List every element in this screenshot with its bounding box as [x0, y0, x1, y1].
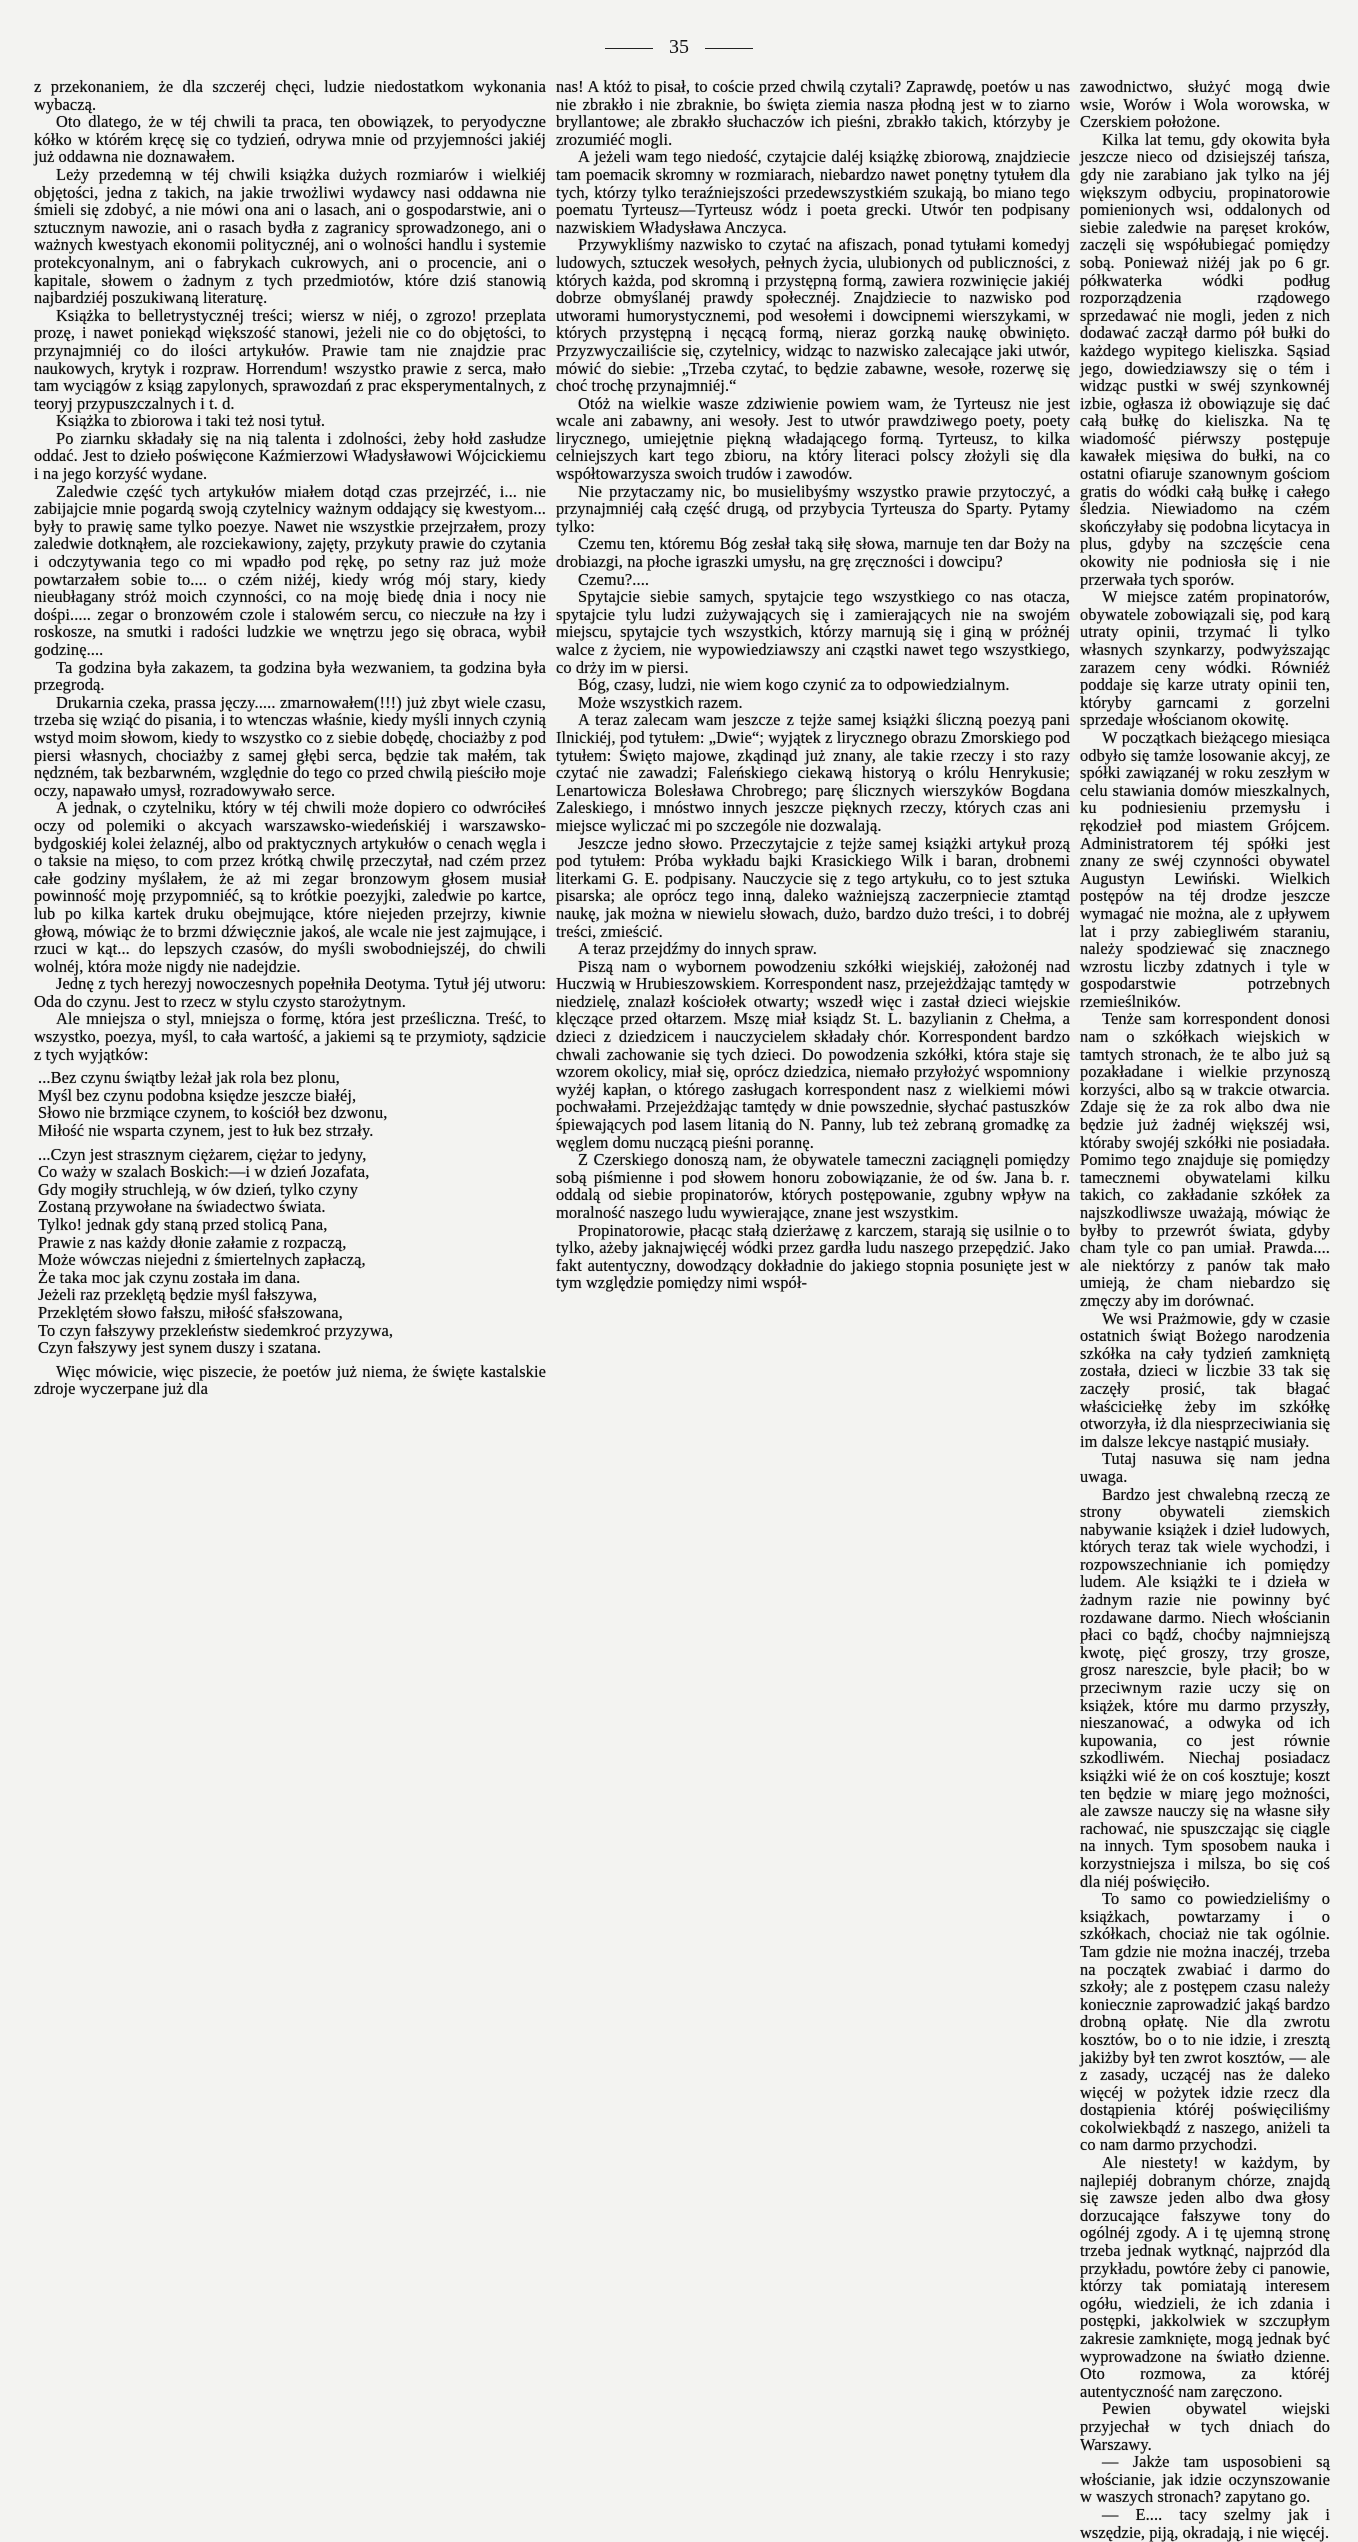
paragraph: W początkach bieżącego miesiąca odbyło się tamże losowanie akcyj, ze spółki zawiązanéj w roku zeszłym w celu stawiania domów mieszkalnych, ku podniesieniu przemysłu i rękodzieł pod miastem Grójcem. Administratorem téj spółki jest znany ze swéj czynności obywatel Augustyn Lewiński. Wielkich postępów na téj drodze jeszcze wymagać nie można, ale z upływem lat i przy zabiegliwém staraniu, należy spodziewać się znacznego wzrostu liczby zdatnych i tyle w gospodarstwie potrzebnych rzemieślników.	[1080, 727, 1330, 1011]
paragraph: Ale niestety! w każdym, by najlepiéj dobranym chórze, znajdą się zawsze jeden albo dwa głosy dorzucające fałszywe tony do ogólnéj zgody. A i tę ujemną stronę trzeba jednak wytknąć, najprzód dla przykładu, powtóre żeby ci panowie, którzy tak pomiatają interesem ogółu, wiedzieli, że ich zdania i postępki, jakkolwiek w szczupłym zakresie zamknięte, mogą jednak być wyprowadzone na światło dzienne. Oto rozmowa, za któréj autentyczność nam zaręczono.	[1080, 2153, 1330, 2401]
paragraph: Czemu?....	[578, 569, 650, 589]
paragraph: Z Czerskiego donoszą nam, że obywatele tameczni zaciągnęli pomiędzy sobą piśmienne i pod słowem honoru zobowiązanie, że od św. Jana b. r. oddalą od siebie propinatorów, których postępowanie, zgubny wpływ na moralność naszego ludu wywierające, znane jest wszystkim.	[556, 1150, 1070, 1222]
paragraph: A jeżeli wam tego niedość, czytajcie daléj książkę zbiorową, znajdziecie tam poemacik skromny w rozmiarach, niebardzo nawet ponętny tytułem dla tych, którzy tylko teraźniejszości przedewszystkiém szukają, bo miano tego poematu Tyrteusz—Tyrteusz wódz i poeta grecki. Utwór ten podpisany nazwiskiem Władysława Anczyca.	[556, 147, 1070, 237]
paragraph: Książka to belletrystycznéj treści; wiersz w niéj, o zgrozo! przeplata prozę, i nawet poniekąd większość stanowi, jeżeli nie co do objętości, to przynajmniéj co do ilości artykułów. Prawie tam nie znajdzie prac naukowych, krytyk i rozpraw. Horrendum! wszystko prawie z serca, mało tam wyciągów z ksiąg zapylonych, sprawozdań z prac eksperymentalnych, z teoryj przypuszczalnych i t. d.	[34, 305, 546, 413]
paragraph: A jednak, o czytelniku, który w téj chwili może dopiero co odwróciłeś oczy od polemiki o akcyach warszawsko-wiedeńskiéj i warszawsko-bydgoskiéj kolei żelaznéj, albo od praktycznych artykułów o cenach węgla i o taksie na mięso, to com przez krótką chwilę przeczytał, nad czém przez całe godziny myślałem, że aż mi zegar bronzowym głosem musiał powinność moję przypomniéć, są to krótkie poezyjki, zaledwie po kartce, lub po kilka kartek druku obejmujące, które niejeden przejrzy, kiwnie głową, mówiąc że to brzmi dźwięcznie jakoś, ale wcale nie jest zajmujące, i rzuci w kąt... do lepszych czasów, do myśli swobodniejszéj, do chwili wolnéj, która może nigdy nie nadejdzie.	[34, 798, 546, 976]
poem-excerpt: ...Czyn jest strasznym ciężarem, ciężar to jedyny, Co waży w szalach Boskich:—i w dzień Jozafata, Gdy mogiły struchleją, w ów dzień, tylko czyny Zostaną przywołane na świadectwo świata. Tylko! jednak gdy staną przed stolicą Pana, Prawie z nas każdy dłonie załamie z rozpaczą, Może wówczas niejedni z śmiertelnych zapłaczą, Że taka moc jak czynu została im dana. Jeżeli raz przeklętą będzie myśl fałszywa, Przeklętém słowo fałszu, miłość sfałszowana, To czyn fałszywy przekleństw siedemkroć przyzywa, Czyn fałszywy jest synem duszy i szatana.	[38, 1144, 394, 1358]
paragraph: Tenże sam korrespondent donosi nam o szkółkach wiejskich w tamtych stronach, że te albo już są pozakładane i wielkie przynoszą korzyści, albo są w trakcie otwarcia. Zdaje się że za rok albo dwa nie będzie już żadnéj większéj wsi, któraby swojéj szkółki nie posiadała. Pomimo tego znajduje się pomiędzy tamecznemi obywatelami kilku takich, co zakładanie szkółek za najszkodliwsze uważają, mówiąc że byłby to przewrót świata, gdyby cham tyle co pan umiał. Prawda.... ale niektórzy z panów tak mało umieją, że cham niebardzo się zmęczy aby im dorównać.	[1080, 1009, 1330, 1310]
paragraph: Bóg, czasy, ludzi, nie wiem kogo czynić za to odpowiedzialnym.	[578, 675, 1010, 695]
paragraph: Jeszcze jedno słowo. Przeczytajcie z tejże samej książki artykuł prozą pod tytułem: Próba wykładu bajki Krasickiego Wilk i baran, drobnemi literkami G. E. podpisany. Nauczycie się z tego artykułu, co to jest sztuka pisarska; ale oprócz tego inną, daleko ważniejszą zaczerpniecie ztamtąd naukę, jak można w niewielu słowach, dużo, bardzo dużo treści, i to dobréj treści, zmieścić.	[556, 833, 1070, 941]
paragraph: Spytajcie siebie samych, spytajcie tego wszystkiego co nas otacza, spytajcie tylu ludzi zużywających się i zamierających nie na swojém miejscu, spytajcie tych wszystkich, którzy marnują się i giną w próżnéj walce z życiem, nie wypowiedziawszy ani cząstki nawet tego wszystkiego, co drży im w piersi.	[556, 587, 1070, 677]
paragraph: Po ziarnku składały się na nią talenta i zdolności, żeby hołd zasłudze oddać. Jest to dzieło poświęcone Kaźmierzowi Władysławowi Wójcickiemu i na jego korzyść wydane.	[34, 428, 546, 484]
paragraph: Pewien obywatel wiejski przyjechał w tych dniach do Warszawy.	[1080, 2399, 1330, 2454]
paragraph: Może wszystkich razem.	[578, 692, 743, 712]
paragraph: We wsi Prażmowie, gdy w czasie ostatnich świąt Bożego narodzenia szkółka na cały tydzień zamkniętą została, dzieci w liczbie 33 tak się zaczęły prosić, tak błagać właściciełkę żeby im szkółkę otworzyła, iż dla niesprzeciwiania się im dalsze lekcye nastąpić musiały.	[1080, 1308, 1331, 1451]
page-number-header	[0, 36, 1358, 59]
paragraph: Ta godzina była zakazem, ta godzina była wezwaniem, ta godzina była przegrodą.	[34, 657, 546, 695]
paragraph: Oto dlatego, że w téj chwili ta praca, ten obowiązek, to peryodyczne kółko w którém kręcę się co tydzień, odrywa mnie od przyjemności jakiéj już oddawna nie doznawałem.	[34, 112, 546, 167]
text-column-2	[556, 78, 1070, 1292]
text-column-3	[1080, 78, 1330, 2541]
paragraph: Więc mówicie, więc piszecie, że poetów już niema, że święte kastalskie zdroje wyczerpane już dla	[34, 1361, 546, 1399]
paragraph: Książka to zbiorowa i taki też nosi tytuł.	[56, 411, 326, 431]
paragraph: Otóż na wielkie wasze zdziwienie powiem wam, że Tyrteusz nie jest wcale ani zabawny, ani wesoły. Jest to utwór prawdziwego poety, poety lirycznego, umiejętnie piękną władającego formą. Tyrteusz, to kilka celniejszych kart tego zbioru, na który literaci polscy złożyli się dla współtowarzysza swoich trudów i zawodów.	[556, 393, 1070, 484]
poem-excerpt: ...Bez czynu świątby leżał jak rola bez plonu, Myśl bez czynu podobna księdze jeszcze białéj, Słowo nie brzmiące czynem, to kościół bez dzwonu, Miłość nie wsparta czynem, jest to łuk bez strzały.	[38, 1068, 388, 1141]
paragraph: To samo co powiedzieliśmy o książkach, powtarzamy i o szkółkach, chociaż nie tak ogólnie. Tam gdzie nie można inaczéj, trzeba na początek zwabiać i darmo do szkoły; ale z postępem czasu należy koniecznie zaprowadzić jakąś bardzo drobną opłatę. Nie dla zwrotu kosztów, bo o to nie idzie, i zresztą jakiżby był ten zwrot kosztów, — ale z zasady, uczącéj nas że daleko więcéj w pożytek idzie rzecz dla dostąpienia któréj poświęciliśmy cokolwiekbądź z naszego, aniżeli ta co nam darmo przychodzi.	[1080, 1889, 1330, 2155]
paragraph: Drukarnia czeka, prassa jęczy..... zmarnowałem(!!!) już zbyt wiele czasu, trzeba się wziąć do pisania, i to wtenczas właśnie, kiedy myśli innych czynią wstyd moim słowom, kiedy to wszystko co z siebie dobędę, chociażby z pod piersi własnych, chociażby z samej głębi serca, będzie tak małém, tak nędzném, tak bezbarwném, względnie do tego co przed chwilą pieściło moje oczy, napawało umysł, rozradowywało serce.	[34, 692, 546, 800]
paragraph: Czemu ten, któremu Bóg zesłał taką siłę słowa, marnuje ten dar Boży na drobiazgi, na płoche igraszki umysłu, na grę zręczności i dowcipu?	[556, 534, 1070, 572]
paragraph: zawodnictwo, służyć mogą dwie wsie, Worów i Wola worowska, w Czerskiem położone.	[1080, 77, 1330, 132]
paragraph: Propinatorowie, płacąc stałą dzierżawę z karczem, starają się usilnie o to tylko, ażeby jaknajwięcéj wódki przez gardła ludu naszego przepędzić. Jako fakt autentyczny, dowodzący dokładnie do jakiego stopnia posunięte jest w tym względzie pomiędzy nimi współ-	[556, 1220, 1070, 1293]
paragraph: — E.... tacy szelmy jak i wszędzie, piją, okradają, i nie więcéj.	[1080, 2504, 1330, 2542]
paragraph: — Jakże tam usposobieni są włościanie, jak idzie oczynszowanie w waszych stronach? zapytano go.	[1080, 2452, 1330, 2507]
divider	[605, 48, 653, 49]
paragraph: Kilka lat temu, gdy okowita była jeszcze nieco od dzisiejszéj tańsza, gdy nie zarabiano jak tylko na jéj większym odbyciu, propinatorowie pomienionych wsi, oddalonych od siebie zaledwie na paręset kroków, zaczęli się współubiegać pomiędzy sobą. Ponieważ niżéj jak po 6 gr. półkwaterka wódki podług rozporządzenia rządowego sprzedawać nie mogli, jeden z nich dodawać zaczął darmo pół bułki do każdego wypitego kieliszka. Sąsiad jego, dowiedziawszy się o tém i widząc pustki w swéj szynkownéj izbie, ogłasza iż obowiązuje się dać całą bułkę do kieliszka. Na tę wiadomość piérwszy postępuje kawałek mięsiwa do bułki, na co ostatni ofiaruje szanownym gościom gratis do wódki całą bułkę i całego śledzia. Niewiadomo na czém skończyłaby się podobna licytacya in plus, gdyby na szczęście cena okowity nie podniosła się i nie przerwała tych sporów.	[1080, 129, 1330, 589]
page-number: 35	[669, 36, 689, 58]
paragraph: Jednę z tych herezyj nowoczesnych popełniła Deotyma. Tytuł jéj utworu: Oda do czynu. Jest to rzecz w stylu czysto starożytnym.	[34, 974, 546, 1011]
paragraph: Leży przedemną w téj chwili książka dużych rozmiarów i wielkiéj objętości, jedna z takich, na jakie trwożliwi wydawcy nasi oddawna nie śmieli się zdobyć, a nie mówi ona ani o lasach, ani o gospodarstwie, ani o sztucznym nawozie, ani o rasach bydła z zagranicy sprowadzonego, ani o ważnych kwestyach ekonomii politycznéj, ani o wolności handlu i systemie protekcyonalnym, ani o fabrykach cukrowych, ani o procencie, ani o kapitale, słowem o żadnym z tych przedmiotów, które dziś stanowią najbardziéj poszukiwaną literaturę.	[34, 164, 546, 308]
paragraph: Bardzo jest chwalebną rzeczą ze strony obywateli ziemskich nabywanie książek i dzieł ludowych, których teraz tak wiele wychodzi, i rozpowszechnianie ich pomiędzy ludem. Ale książki te i dzieła w żadnym razie nie powinny być rozdawane darmo. Niech włościanin płaci co bądź, choćby najmniejszą kwotę, pięć groszy, trzy grosze, grosz nareszcie, byle płacił; bo w przeciwnym razie uczy się on książek, które mu darmo przyszły, nieszanować, a odwyka od ich kupowania, co jest równie szkodliwém. Niechaj posiadacz książki wié że on coś kosztuje; koszt ten będzie w miarę jego możności, ale zawsze nauczy się na własne siły rachować, nie spuszczając się ciągle na innych. Tym sposobem nauka i korzystniejsza i milsza, bo się coś dla niéj poświęciło.	[1080, 1484, 1330, 1891]
paragraph: A teraz zalecam wam jeszcze z tejże samej książki śliczną poezyą pani Ilnickiéj, pod tytułem: „Dwie“; wyjątek z lirycznego obrazu Zmorskiego pod tytułem: Święto majowe, zkądinąd już znany, ale takie rzeczy i sto razy czytać nie zawadzi; Faleńskiego ciekawą historyą o królu Henrykusie; Lenartowicza Bolesława Chrobrego; parę ślicznych wierszyków Bogdana Zaleskiego, i mnóstwo innych jeszcze pięknych rzeczy, których czas ani miejsce wyliczać mi po szczególe nie dozwalają.	[556, 710, 1070, 835]
text-column-1	[34, 78, 546, 1398]
paragraph: Tutaj nasuwa się nam jedna uwaga.	[1080, 1449, 1330, 1486]
paragraph: Piszą nam o wybornem powodzeniu szkółki wiejskiéj, założonéj nad Huczwią w Hrubieszowskiem. Korrespondent nasz, przejeżdżając tamtędy w niedzielę, znalazł kościołek otwarty; wszedł więc i zastał dzieci wiejskie klęczące przed ołtarzem. Mszę miał ksiądz St. L. bazylianin z Chełma, a dzieci z dziedzicem i nauczycielem składały chór. Korrespondent bardzo chwali zachowanie się tych dzieci. Do powodzenia szkółki, która staje się wzorem okolicy, miał się, oprócz dziedzica, niemało przyłożyć wspomniony wyżéj kapłan, o którego zasługach korrespondent nasz z wielkiemi mówi pochwałami. Przejeżdżając tamtędy w dnie powszednie, słychać pastuszków śpiewających pod lasem litanią do N. Panny, lub też zebraną gromadkę za węglem domu nuczącą pieśni porannę.	[556, 956, 1070, 1152]
paragraph: Nie przytaczamy nic, bo musielibyśmy wszystko prawie przytoczyć, a przynajmniéj całą część drugą, od przybycia Tyrteusza do Sparty. Pytamy tylko:	[556, 481, 1070, 536]
paragraph: nas! A któż to pisał, to coście przed chwilą czytali? Zaprawdę, poetów u nas nie zbrakło i nie zbraknie, bo święta ziemia nasza płodną jest w to ziarno bryllantowe; ale zbrakło słuchaczów ich pieśni, zbrakło takich, którzyby je zrozumiéć mogli.	[556, 77, 1070, 149]
paragraph: z przekonaniem, że dla szczeréj chęci, ludzie niedostatkom wykonania wybaczą.	[34, 77, 546, 114]
divider	[705, 48, 753, 49]
paragraph: Przywykliśmy nazwisko to czytać na afiszach, ponad tytułami komedyj ludowych, sztuczek wesołych, pełnych życia, ulubionych od publiczności, z których każda, pod skromną i przystępną formą, zawiera rozwinięcie jakiéj dobrze obmyślanéj prawdy społecznéj. Znajdziecie to nazwisko pod utworami humorystycznemi, pod wesołemi i dowcipnemi wierszykami, w których przystępną i nęcącą formą, nieraz gorzką naukę obwinięto. Przyzwyczailiście się, czytelnicy, widząc to nazwisko zalecające jaki utwór, mówić do siebie: „Trzeba czytać, to będzie zabawne, wesołe, rozerwę się choć trochę przynajmniéj.“	[556, 235, 1070, 396]
paragraph: W miejsce zatém propinatorów, obywatele zobowiązali się, pod karą utraty opinii, trzymać li tylko własnych szynkarzy, podwyższając zarazem ceny wódki. Równiéż poddaje się karze utraty opinii ten, któryby garncami z gorzelni sprzedaje włościanom okowitę.	[1080, 587, 1330, 730]
paragraph: Ale mniejsza o styl, mniejsza o formę, która jest prześliczna. Treść, to wszystko, poezya, myśl, to cała wartość, a jakiemi są te przymioty, sądzicie z tych wyjątków:	[34, 1009, 546, 1064]
paragraph: A teraz przejdźmy do innych spraw.	[578, 939, 818, 959]
paragraph: Zaledwie część tych artykułów miałem dotąd czas przejrzéć, i... nie zabijajcie mnie pogardą swoją czytelnicy ważnym oddający się kwestyom... były to prawię same tylko poezye. Nawet nie wszystkie przejrzałem, prozy zaledwie dotknąłem, ale rozciekawiony, zajęty, przykuty prawie do czytania i odczytywania tego co mi wpadło pod rękę, po setny raz już może powtarzałem sobie to.... o czém niżéj, kiedy wróg mój stary, kiedy nieubłagany stróż moich czynności, co na moję biedę dnia i nocy nie dośpi..... zegar o bronzowém czole i stalowém sercu, co nieczułe na łzy i roskosze, na smutki i radości ludzkie we wnętrzu jego się obraca, wybił godzinę....	[34, 481, 546, 659]
